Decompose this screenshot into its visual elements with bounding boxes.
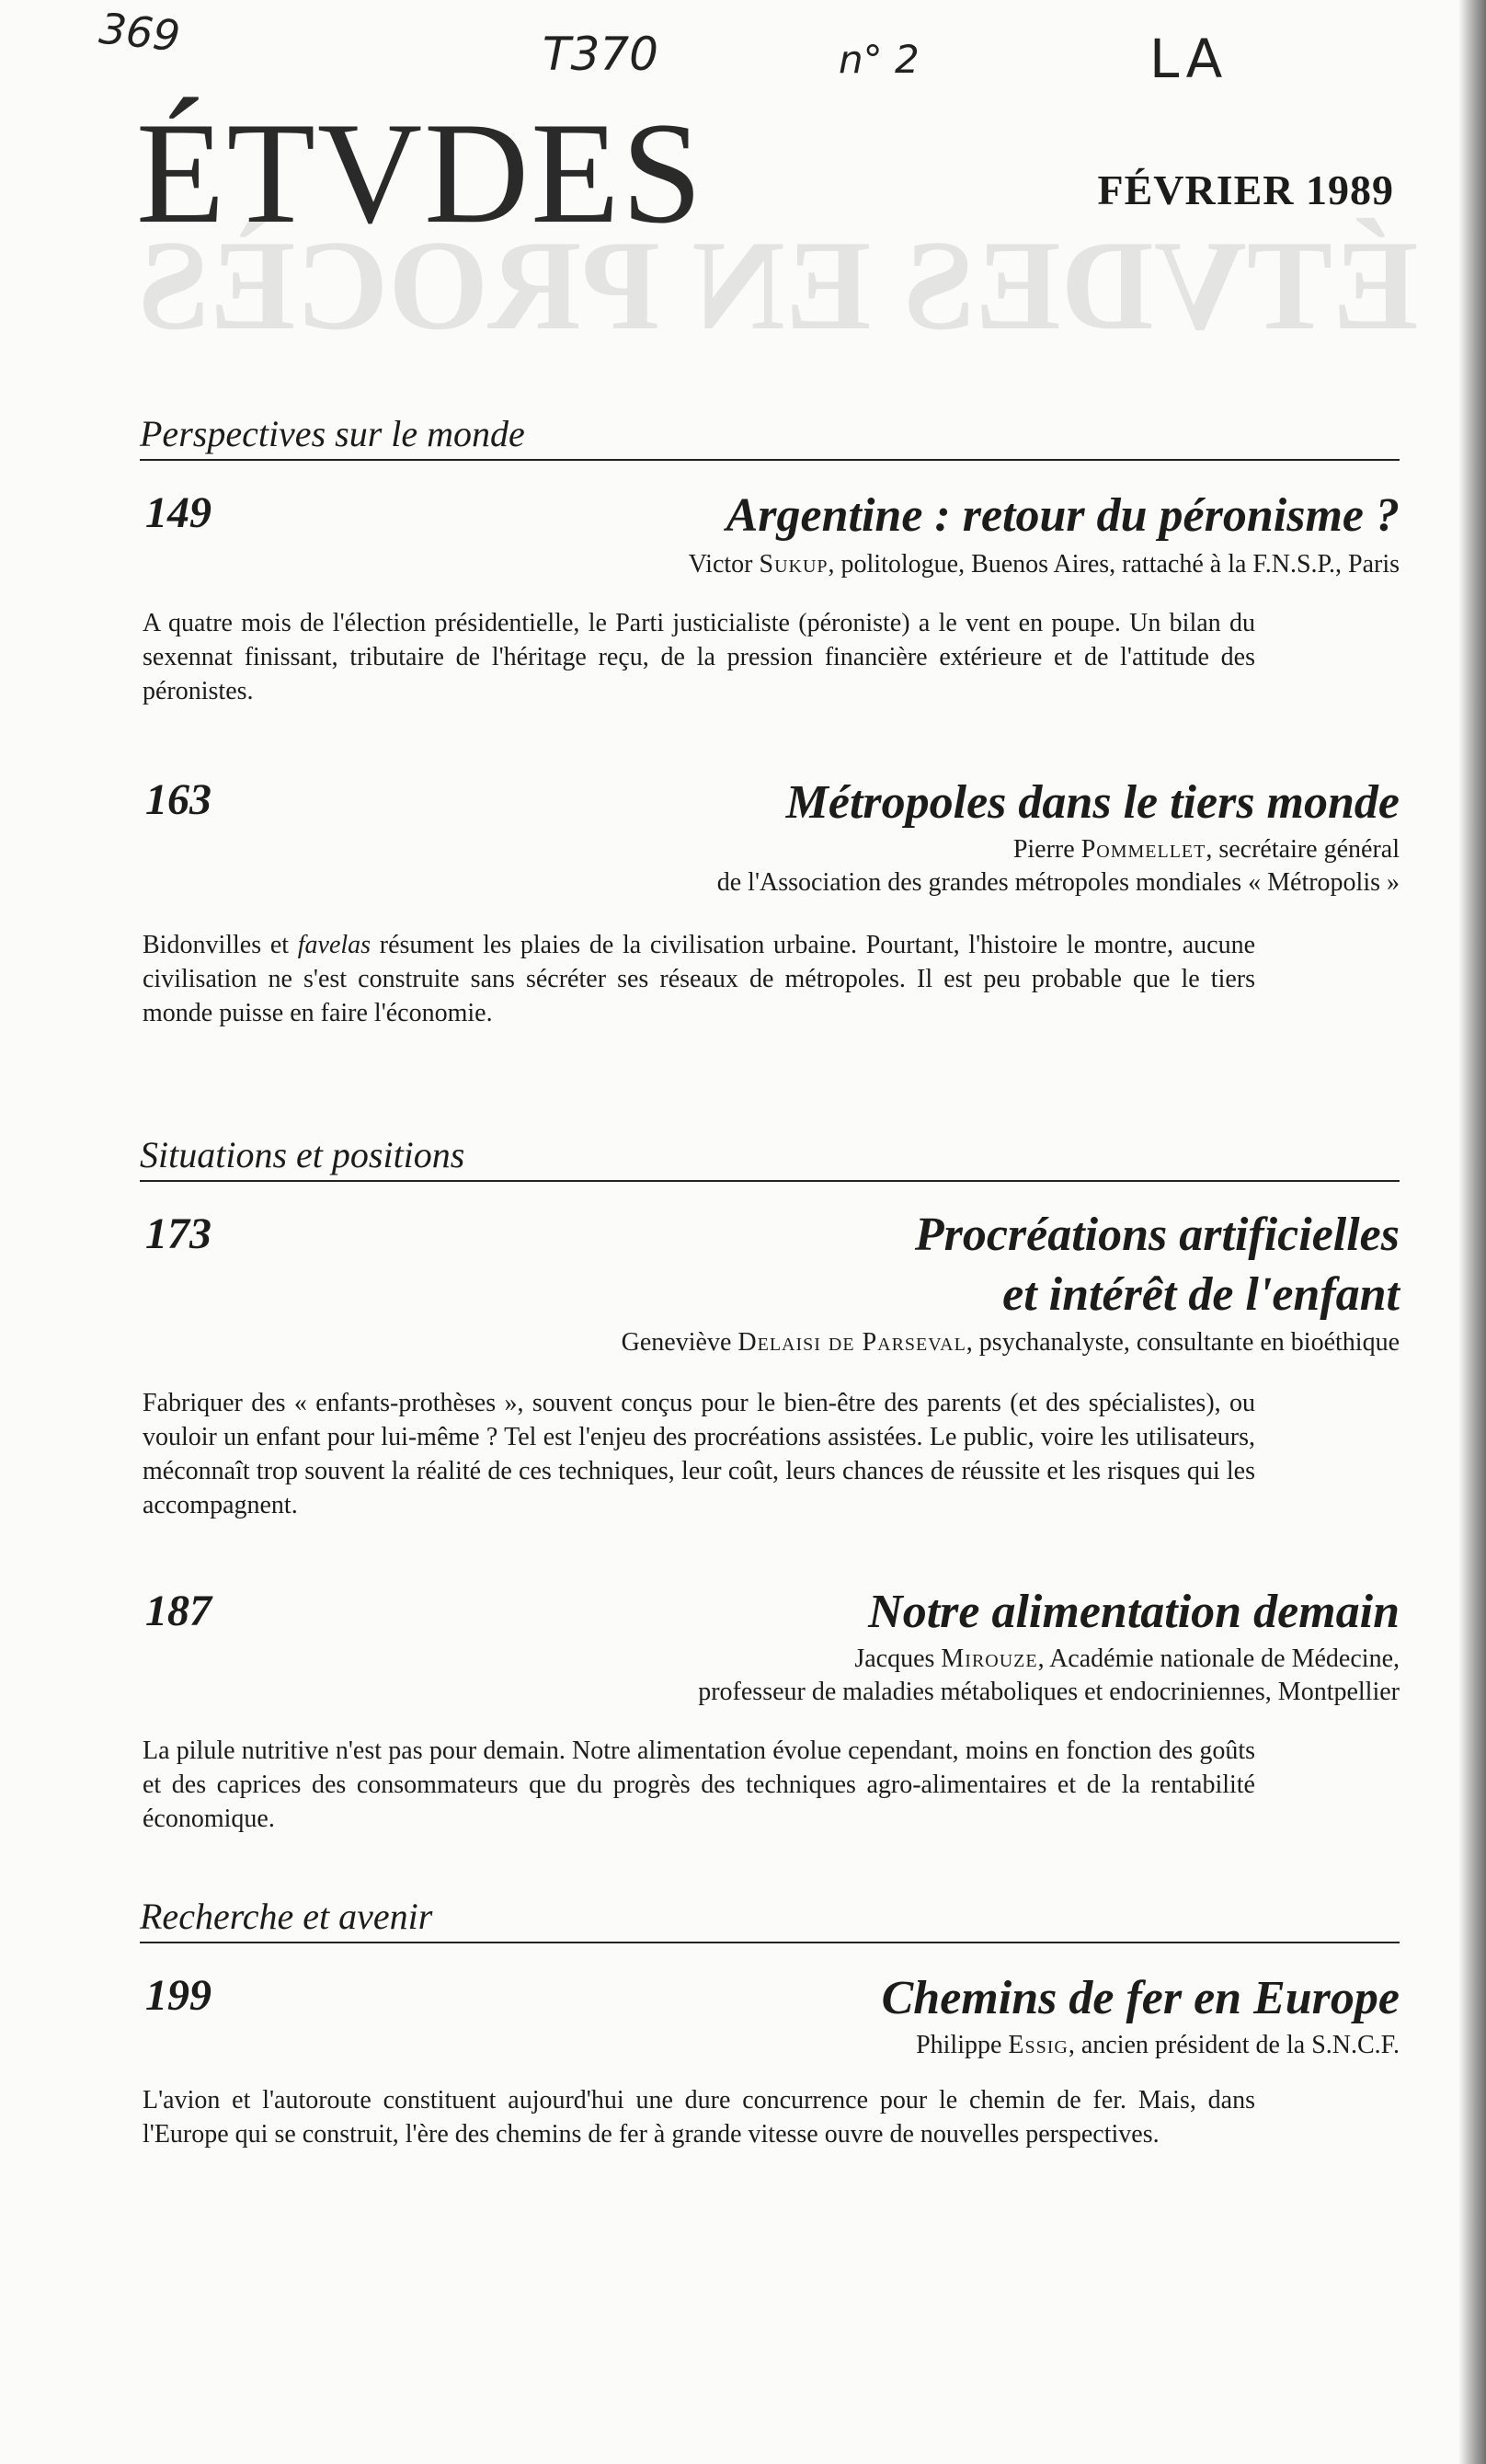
- title-line: Argentine : retour du péronisme ?: [726, 489, 1400, 542]
- title-line: et intérêt de l'enfant: [1002, 1268, 1400, 1321]
- article-author: [916, 2029, 1400, 2062]
- article-author: [717, 833, 1400, 900]
- title-line: Chemins de fer en Europe: [881, 1972, 1400, 2024]
- page-number: 163: [145, 775, 211, 824]
- section-heading: Situations et positions: [140, 1133, 1400, 1182]
- article-blurb: Bidonvilles et favelas résument les plaies de la civilisation urbaine. Pourtant, l'histoire le montre, aucune civilisation ne s'est construite sans sécréter ses réseaux de métropoles. Il est peu probable que le tiers monde puisse en faire l'économie.: [143, 931, 1255, 1027]
- author-line: Philippe Essig, ancien président de la S.N.C.F.: [916, 2031, 1400, 2059]
- article-blurb: A quatre mois de l'élection présidentielle, le Parti justicialiste (péroniste) a le vent en poupe. Un bilan du sexennat finissant, tributaire de l'héritage reçu, de la pression financière extérieure et de l'attitude des péronistes.: [143, 609, 1255, 705]
- title-line: Métropoles dans le tiers monde: [785, 776, 1400, 829]
- article-title: [868, 1582, 1400, 1642]
- article-blurb: L'avion et l'autoroute constituent aujourd'hui une dure concurrence pour le chemin de fer. Mais, dans l'Europe qui se construit, l'ère des chemins de fer à grande vitesse ouvre de nouvelles perspectives.: [143, 2086, 1255, 2149]
- handwritten-annotation: T370: [543, 28, 658, 81]
- author-line: Jacques Mirouze, Académie nationale de Médecine,: [854, 1645, 1400, 1673]
- author-line: Victor Sukup, politologue, Buenos Aires, rattaché à la F.N.S.P., Paris: [688, 550, 1400, 579]
- article-blurb: Fabriquer des « enfants-prothèses », souvent conçus pour le bien-être des parents (et des spécialistes), ou vouloir un enfant pour lui-même ? Tel est l'enjeu des procréations assistées. Le public, voire les utilisateurs, méconnaît trop souvent la réalité de ces techniques, leur coût, leurs chances de réussite et les risques qui les accompagnent.: [143, 1389, 1255, 1519]
- article-author: [698, 1643, 1400, 1710]
- page-number: 187: [145, 1587, 211, 1635]
- title-line: Procréations artificielles: [914, 1209, 1400, 1261]
- page-number: 149: [145, 488, 211, 537]
- author-line: professeur de maladies métaboliques et endocriniennes, Montpellier: [698, 1678, 1400, 1707]
- article-title: [786, 773, 1400, 832]
- handwritten-annotation: 369: [97, 3, 183, 62]
- handwritten-annotation: LA: [1149, 28, 1229, 90]
- article-author: [622, 1326, 1400, 1359]
- section-heading: Recherche et avenir: [140, 1895, 1400, 1943]
- title-line: Notre alimentation demain: [868, 1586, 1400, 1638]
- masthead-title: ÉTVDES: [136, 93, 704, 254]
- article-blurb: La pilule nutritive n'est pas pour demain. Notre alimentation évolue cependant, moins en fonction des goûts et des caprices des consommateurs que du progrès des techniques agro-alimentaires et de la rentabilité économique.: [143, 1736, 1255, 1833]
- scan-edge-shadow: [1458, 0, 1486, 2464]
- author-line: de l'Association des grandes métropoles mondiales « Métropolis »: [716, 868, 1400, 898]
- show-through-text: ÉTVDES EN PROCÈS: [138, 214, 1419, 357]
- article-author: [689, 548, 1400, 581]
- article-title: [882, 1968, 1400, 2028]
- author-line: Pierre Pommellet, secrétaire général: [1012, 835, 1400, 864]
- article-title: [726, 486, 1400, 545]
- article-title: [915, 1205, 1400, 1324]
- author-line: Geneviève Delaisi de Parseval, psychanalyste, consultante en bioéthique: [621, 1328, 1400, 1357]
- page-number: 173: [145, 1209, 211, 1258]
- handwritten-annotation: n° 2: [839, 37, 920, 82]
- page-number: 199: [145, 1971, 211, 2020]
- section-heading: Perspectives sur le monde: [140, 412, 1400, 461]
- issue-date: FÉVRIER 1989: [1097, 166, 1394, 213]
